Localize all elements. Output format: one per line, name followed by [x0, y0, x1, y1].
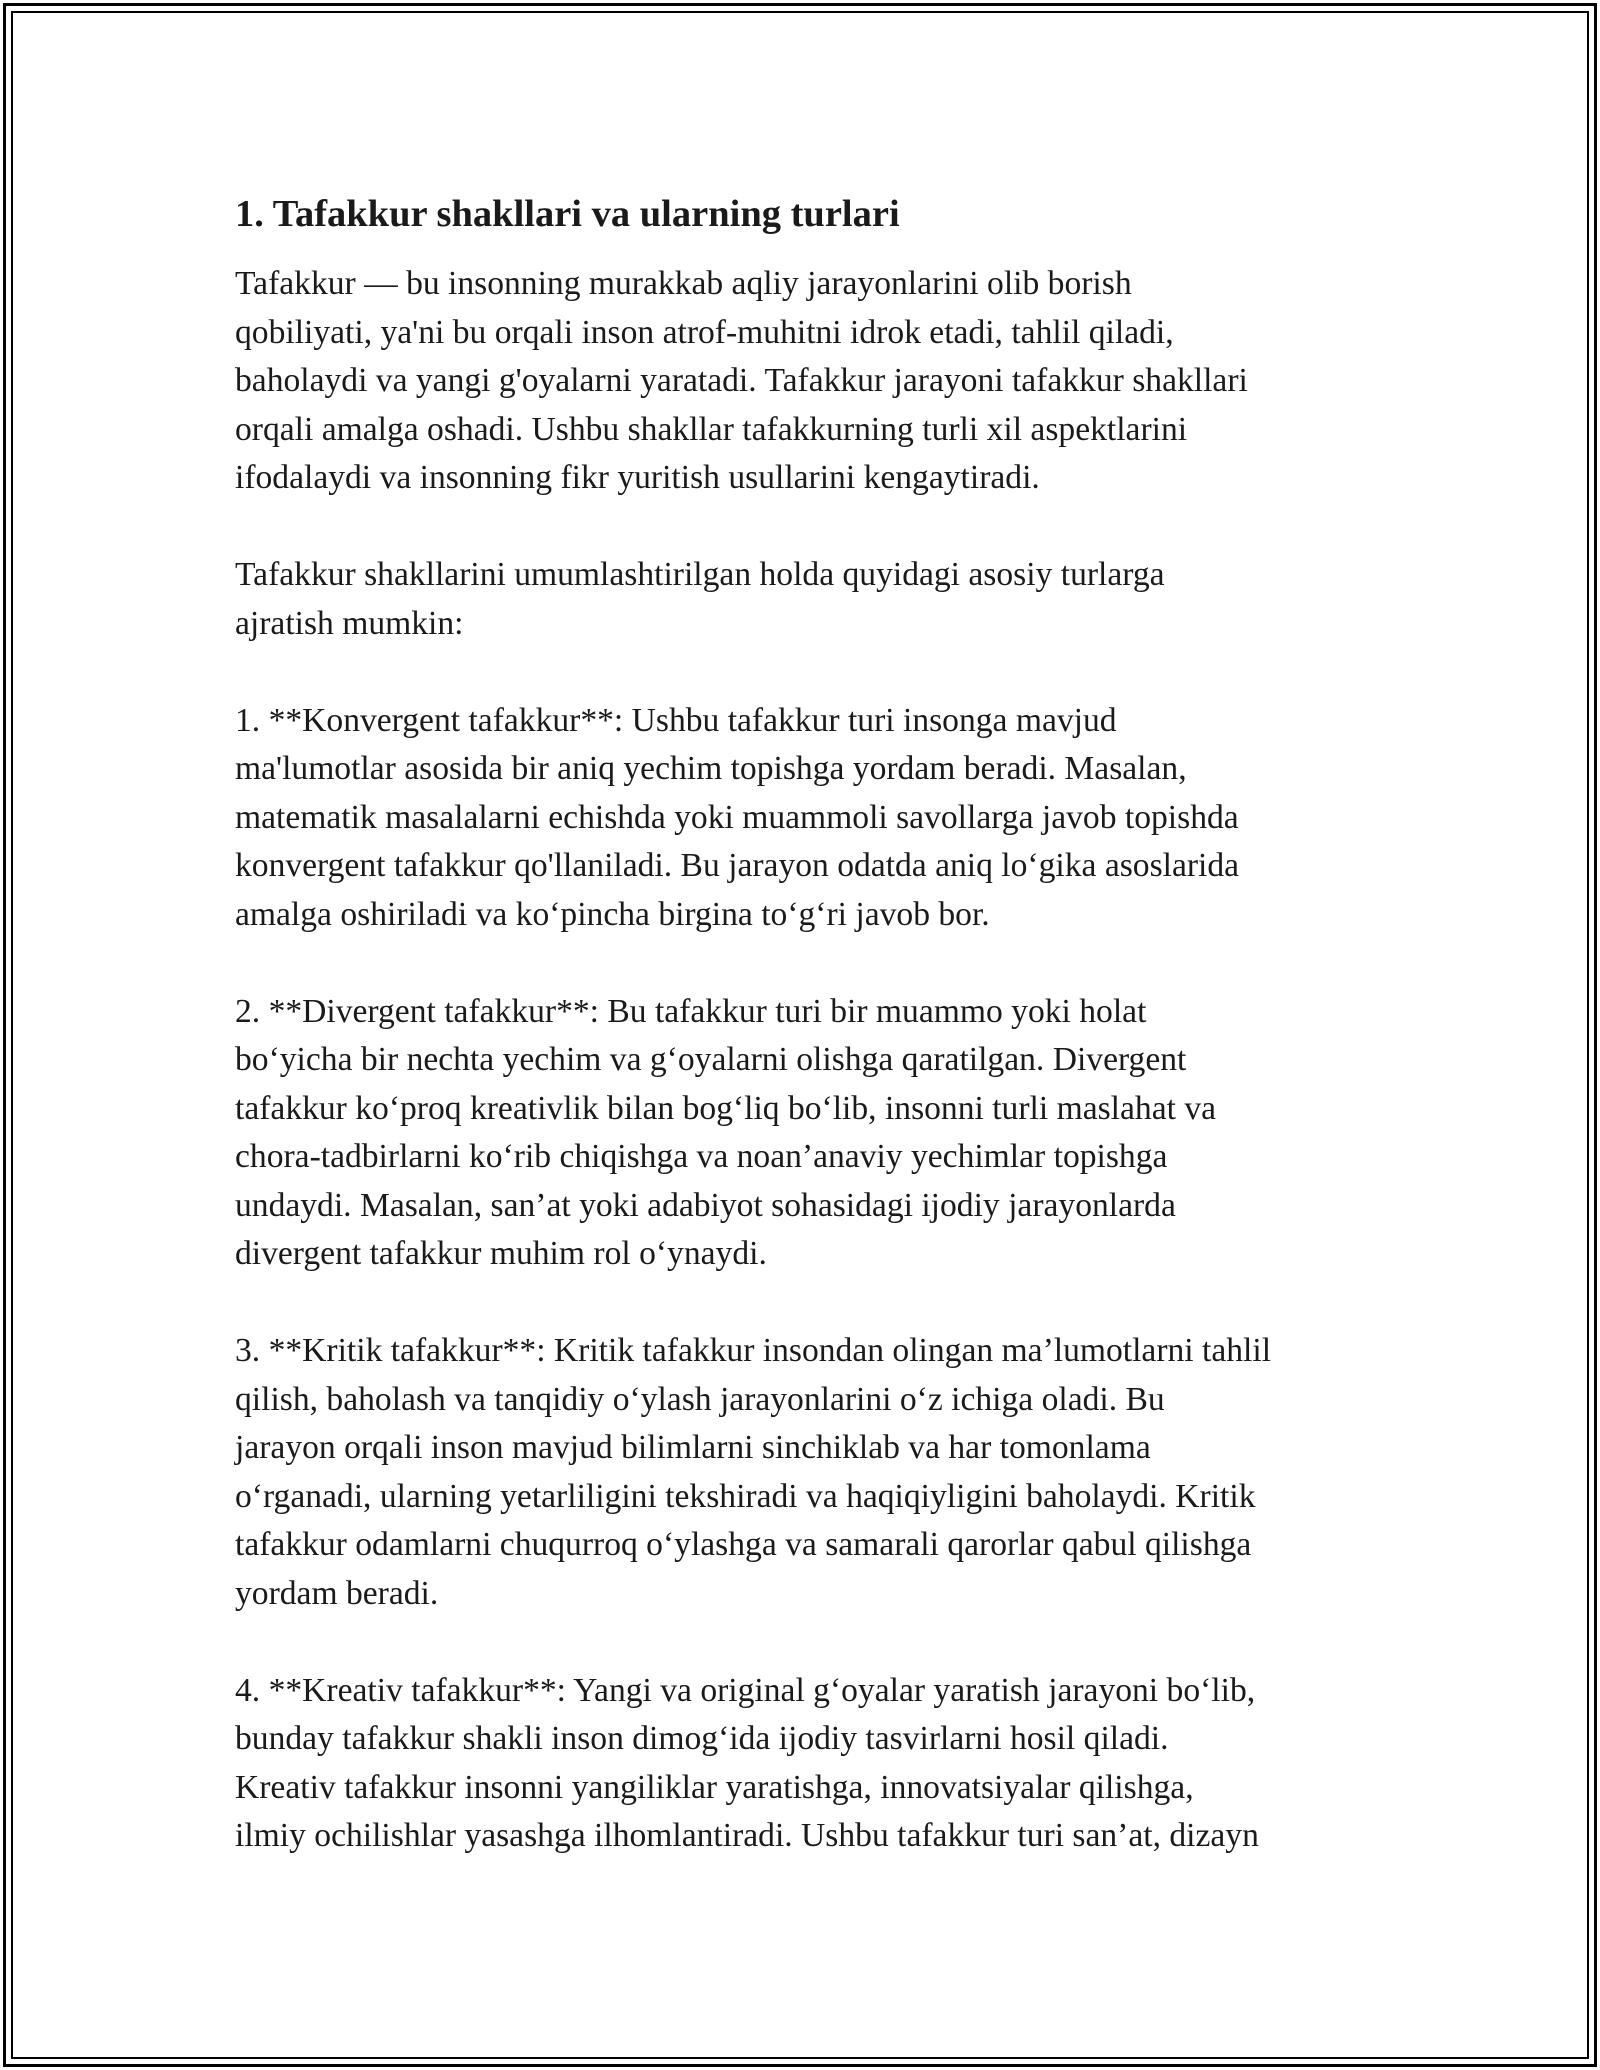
text-line: orqali amalga oshadi. Ushbu shakllar tafakkurning turli xil aspektlarini: [235, 410, 1188, 448]
paragraph-intro: [235, 260, 1395, 503]
paragraph-critical: [235, 1327, 1395, 1618]
text-line: qobiliyati, ya'ni bu orqali inson atrof-muhitni idrok etadi, tahlil qiladi,: [235, 313, 1174, 351]
text-line: o‘rganadi, ularning yetarliligini tekshiradi va haqiqiyligini baholaydi. Kritik: [235, 1477, 1256, 1515]
text-line: 1. **Konvergent tafakkur**: Ushbu tafakkur turi insonga mavjud: [235, 701, 1117, 739]
text-line: qilish, baholash va tanqidiy o‘ylash jarayonlarini o‘z ichiga oladi. Bu: [235, 1380, 1165, 1418]
text-line: yordam beradi.: [235, 1574, 439, 1612]
text-line: matematik masalalarni echishda yoki muammoli savollarga javob topishda: [235, 798, 1239, 836]
text-line: Tafakkur shakllarini umumlashtirilgan holda quyidagi asosiy turlarga: [235, 556, 1165, 593]
text-line: divergent tafakkur muhim rol o‘ynaydi.: [235, 1235, 767, 1272]
paragraph-creative: [235, 1667, 1395, 1861]
text-line: 4. **Kreativ tafakkur**: Yangi va original g‘oyalar yaratish jarayoni bo‘lib,: [235, 1671, 1256, 1709]
text-line: amalga oshiriladi va ko‘pincha birgina to‘g‘ri javob bor.: [235, 895, 990, 933]
text-line: Tafakkur — bu insonning murakkab aqliy jarayonlarini olib borish: [235, 265, 1132, 302]
text-line: baholaydi va yangi g'oyalarni yaratadi. Tafakkur jarayoni tafakkur shakllari: [235, 362, 1248, 399]
text-line: 3. **Kritik tafakkur**: Kritik tafakkur insondan olingan ma’lumotlarni tahlil: [235, 1332, 1272, 1369]
text-line: undaydi. Masalan, san’at yoki adabiyot sohasidagi ijodiy jarayonlarda: [235, 1186, 1176, 1224]
document-page: [235, 188, 1395, 1909]
text-line: jarayon orqali inson mavjud bilimlarni sinchiklab va har tomonlama: [235, 1429, 1151, 1466]
paragraph-divergent: [235, 988, 1395, 1279]
text-line: konvergent tafakkur qo'llaniladi. Bu jarayon odatda aniq lo‘gika asoslarida: [235, 847, 1240, 884]
text-line: ajratish mumkin:: [235, 604, 464, 642]
paragraph-classification: [235, 551, 1395, 648]
text-line: bo‘yicha bir nechta yechim va g‘oyalarni olishga qaratilgan. Divergent: [235, 1041, 1187, 1078]
text-line: tafakkur odamlarni chuqurroq o‘ylashga va samarali qarorlar qabul qilishga: [235, 1526, 1252, 1563]
text-line: ma'lumotlar asosida bir aniq yechim topishga yordam beradi. Masalan,: [235, 750, 1187, 787]
text-line: ilmiy ochilishlar yasashga ilhomlantiradi. Ushbu tafakkur turi san’at, dizayn: [235, 1817, 1259, 1854]
text-line: 2. **Divergent tafakkur**: Bu tafakkur turi bir muammo yoki holat: [235, 992, 1147, 1030]
text-line: ifodalaydi va insonning fikr yuritish usullarini kengaytiradi.: [235, 459, 1040, 496]
paragraph-convergent: [235, 697, 1395, 940]
text-line: chora-tadbirlarni ko‘rib chiqishga va noan’anaviy yechimlar topishga: [235, 1138, 1168, 1175]
text-line: Kreativ tafakkur insonni yangiliklar yaratishga, innovatsiyalar qilishga,: [235, 1768, 1194, 1806]
text-line: tafakkur ko‘proq kreativlik bilan bog‘liq bo‘lib, insonni turli maslahat va: [235, 1089, 1217, 1127]
section-heading: 1. Tafakkur shakllari va ularning turlari: [235, 193, 900, 235]
text-line: bunday tafakkur shakli inson dimog‘ida ijodiy tasvirlarni hosil qiladi.: [235, 1720, 1169, 1757]
